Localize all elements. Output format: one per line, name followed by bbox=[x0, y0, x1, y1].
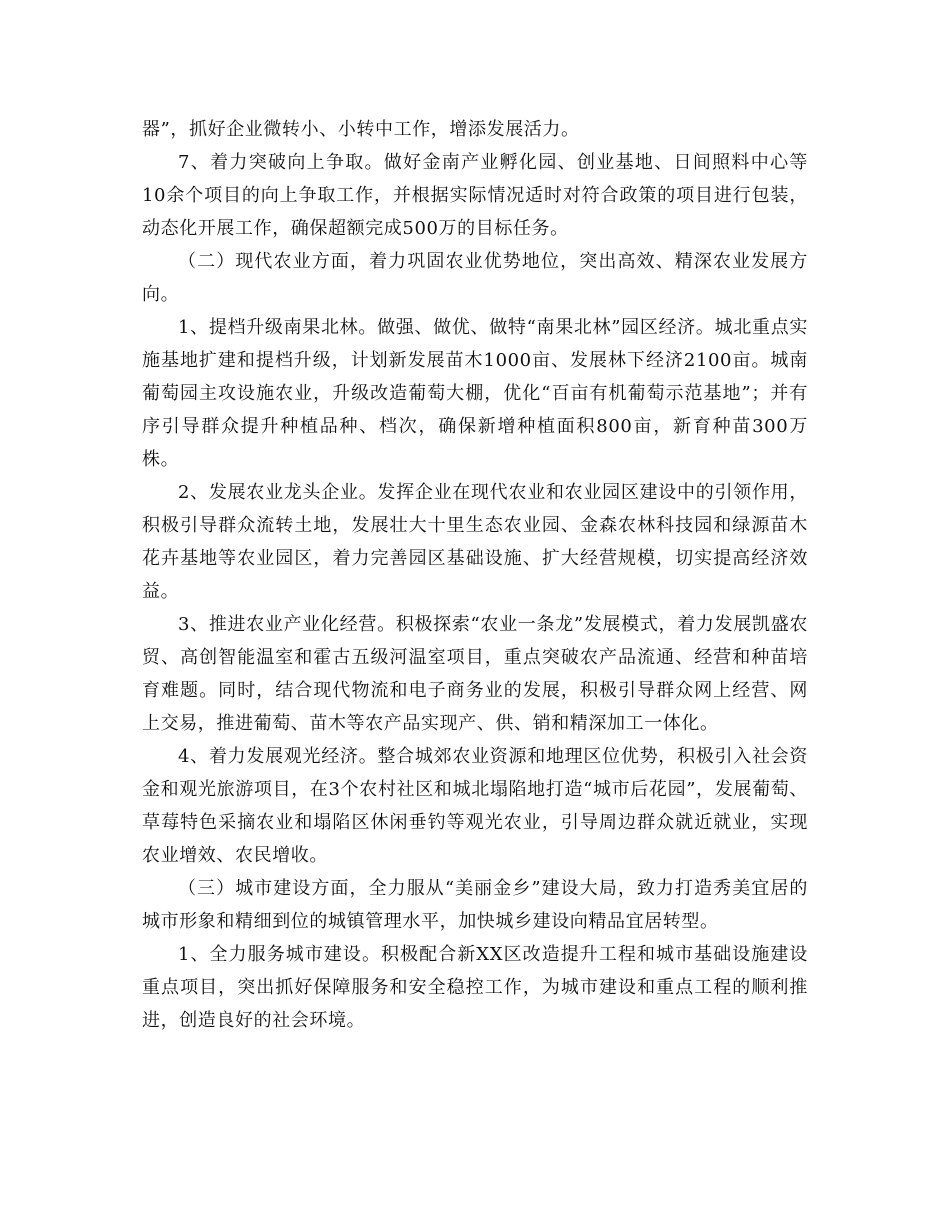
paragraph-agri-item-3: 3、推进农业产业化经营。积极探索“农业一条龙”发展模式，着力发展凯盛农贸、高创智能温室和霍古五级河温室项目，重点突破农产品流通、经营和种苗培育难题。同时，结合现代物流和电子商务业的发展，积极引导群众网上经营、网上交易，推进葡萄、苗木等农产品实现产、供、销和精深加工一体化。 bbox=[142, 614, 808, 734]
paragraph-agri-item-1: 1、提档升级南果北林。做强、做优、做特“南果北林”园区经济。城北重点实施基地扩建和提档升级，计划新发展苗木1000亩、发展林下经济2100亩。城南葡萄园主攻设施农业，升级改造葡萄大棚，优化“百亩有机葡萄示范基地”；并有序引导群众提升种植品种、档次，确保新增种植面积800亩，新育种苗300万株。 bbox=[142, 317, 808, 470]
section-heading-urban: （三）城市建设方面，全力服从“美丽金乡”建设大局，致力打造秀美宜居的城市形象和精细到位的城镇管理水平，加快城乡建设向精品宜居转型。 bbox=[142, 878, 808, 932]
paragraph-agri-item-2: 2、发展农业龙头企业。发挥企业在现代农业和农业园区建设中的引领作用，积极引导群众流转土地，发展壮大十里生态农业园、金森农林科技园和绿源苗木花卉基地等农业园区，着力完善园区基础设施、扩大经营规模，切实提高经济效益。 bbox=[142, 482, 808, 602]
document-body bbox=[142, 113, 808, 1037]
paragraph-item-7: 7、着力突破向上争取。做好金南产业孵化园、创业基地、日间照料中心等10余个项目的向上争取工作，并根据实际情况适时对符合政策的项目进行包装，动态化开展工作，确保超额完成500万的目标任务。 bbox=[142, 152, 808, 239]
paragraph-urban-item-1: 1、全力服务城市建设。积极配合新XX区改造提升工程和城市基础设施建设重点项目，突出抓好保障服务和安全稳控工作，为城市建设和重点工程的顺利推进，创造良好的社会环境。 bbox=[142, 944, 808, 1031]
section-heading-agriculture: （二）现代农业方面，着力巩固农业优势地位，突出高效、精深农业发展方向。 bbox=[142, 251, 808, 305]
paragraph-agri-item-4: 4、着力发展观光经济。整合城郊农业资源和地理区位优势，积极引入社会资金和观光旅游项目，在3个农村社区和城北塌陷地打造“城市后花园”，发展葡萄、草莓特色采摘农业和塌陷区休闲垂钓等观光农业，引导周边群众就近就业，实现农业增效、农民增收。 bbox=[142, 746, 808, 866]
paragraph-continuation: 器”，抓好企业微转小、小转中工作，增添发展活力。 bbox=[142, 119, 580, 140]
